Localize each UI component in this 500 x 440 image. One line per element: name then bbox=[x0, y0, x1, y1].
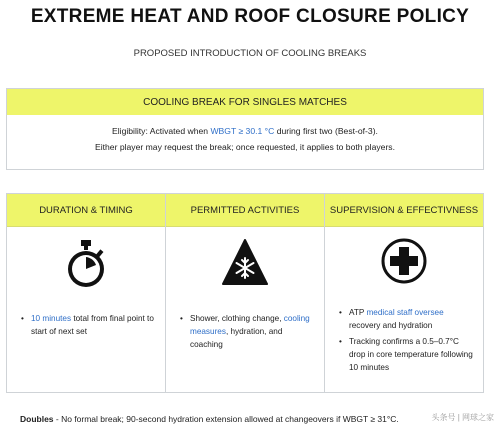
supervision-highlight: medical staff oversee bbox=[366, 308, 444, 317]
medical-cross-icon bbox=[325, 238, 483, 290]
card-activities bbox=[166, 194, 325, 392]
card-activities-heading: PERMITTED ACTIVITIES bbox=[166, 194, 324, 227]
singles-policy-box bbox=[6, 88, 484, 170]
policy-cards bbox=[6, 193, 484, 393]
card-duration-heading: DURATION & TIMING bbox=[7, 194, 165, 227]
eligibility-line bbox=[7, 123, 483, 139]
activities-prefix: Shower, clothing change, bbox=[190, 314, 284, 323]
wbgt-threshold: WBGT ≥ 30.1 °C bbox=[210, 126, 275, 136]
list-item: • Tracking confirms a 0.5–0.7°C drop in core temperature following 10 minutes bbox=[343, 335, 475, 374]
supervision-suffix: recovery and hydration bbox=[349, 321, 433, 330]
page-subtitle: PROPOSED INTRODUCTION OF COOLING BREAKS bbox=[133, 48, 367, 59]
watermark: 头条号 | 网球之家 bbox=[431, 413, 494, 422]
activities-suffix: , hydration, and coaching bbox=[190, 327, 283, 349]
activities-highlight: cooling measures bbox=[190, 314, 310, 336]
list-item bbox=[343, 306, 475, 332]
request-line: Either player may request the break; once requested, it applies to both players. bbox=[95, 142, 395, 152]
duration-text: total from final point to start of next set bbox=[31, 314, 154, 336]
doubles-text: - No formal break; 90-second hydration extension allowed at changeovers if WBGT ≥ 31°C. bbox=[53, 414, 399, 424]
page-title: EXTREME HEAT AND ROOF CLOSURE POLICY bbox=[30, 6, 470, 27]
doubles-label: Doubles bbox=[20, 414, 54, 424]
card-supervision-heading: SUPERVISION & EFFECTIVNESS bbox=[325, 194, 483, 227]
eligibility-prefix: Eligibility: Activated when bbox=[112, 126, 211, 136]
eligibility-suffix: during first two (Best-of-3). bbox=[274, 126, 378, 136]
snowflake-warning-icon bbox=[166, 238, 324, 290]
card-duration bbox=[7, 194, 166, 392]
singles-heading: COOLING BREAK FOR SINGLES MATCHES bbox=[7, 89, 483, 115]
duration-highlight: 10 minutes bbox=[31, 314, 72, 323]
doubles-note bbox=[20, 414, 399, 424]
card-supervision-text bbox=[335, 306, 475, 377]
singles-body bbox=[7, 115, 483, 155]
list-item bbox=[184, 312, 316, 351]
card-supervision bbox=[325, 194, 483, 392]
card-duration-text bbox=[17, 312, 157, 341]
supervision-prefix: ATP bbox=[349, 308, 367, 317]
list-item bbox=[25, 312, 157, 338]
card-activities-text bbox=[176, 312, 316, 354]
stopwatch-icon bbox=[7, 238, 165, 290]
